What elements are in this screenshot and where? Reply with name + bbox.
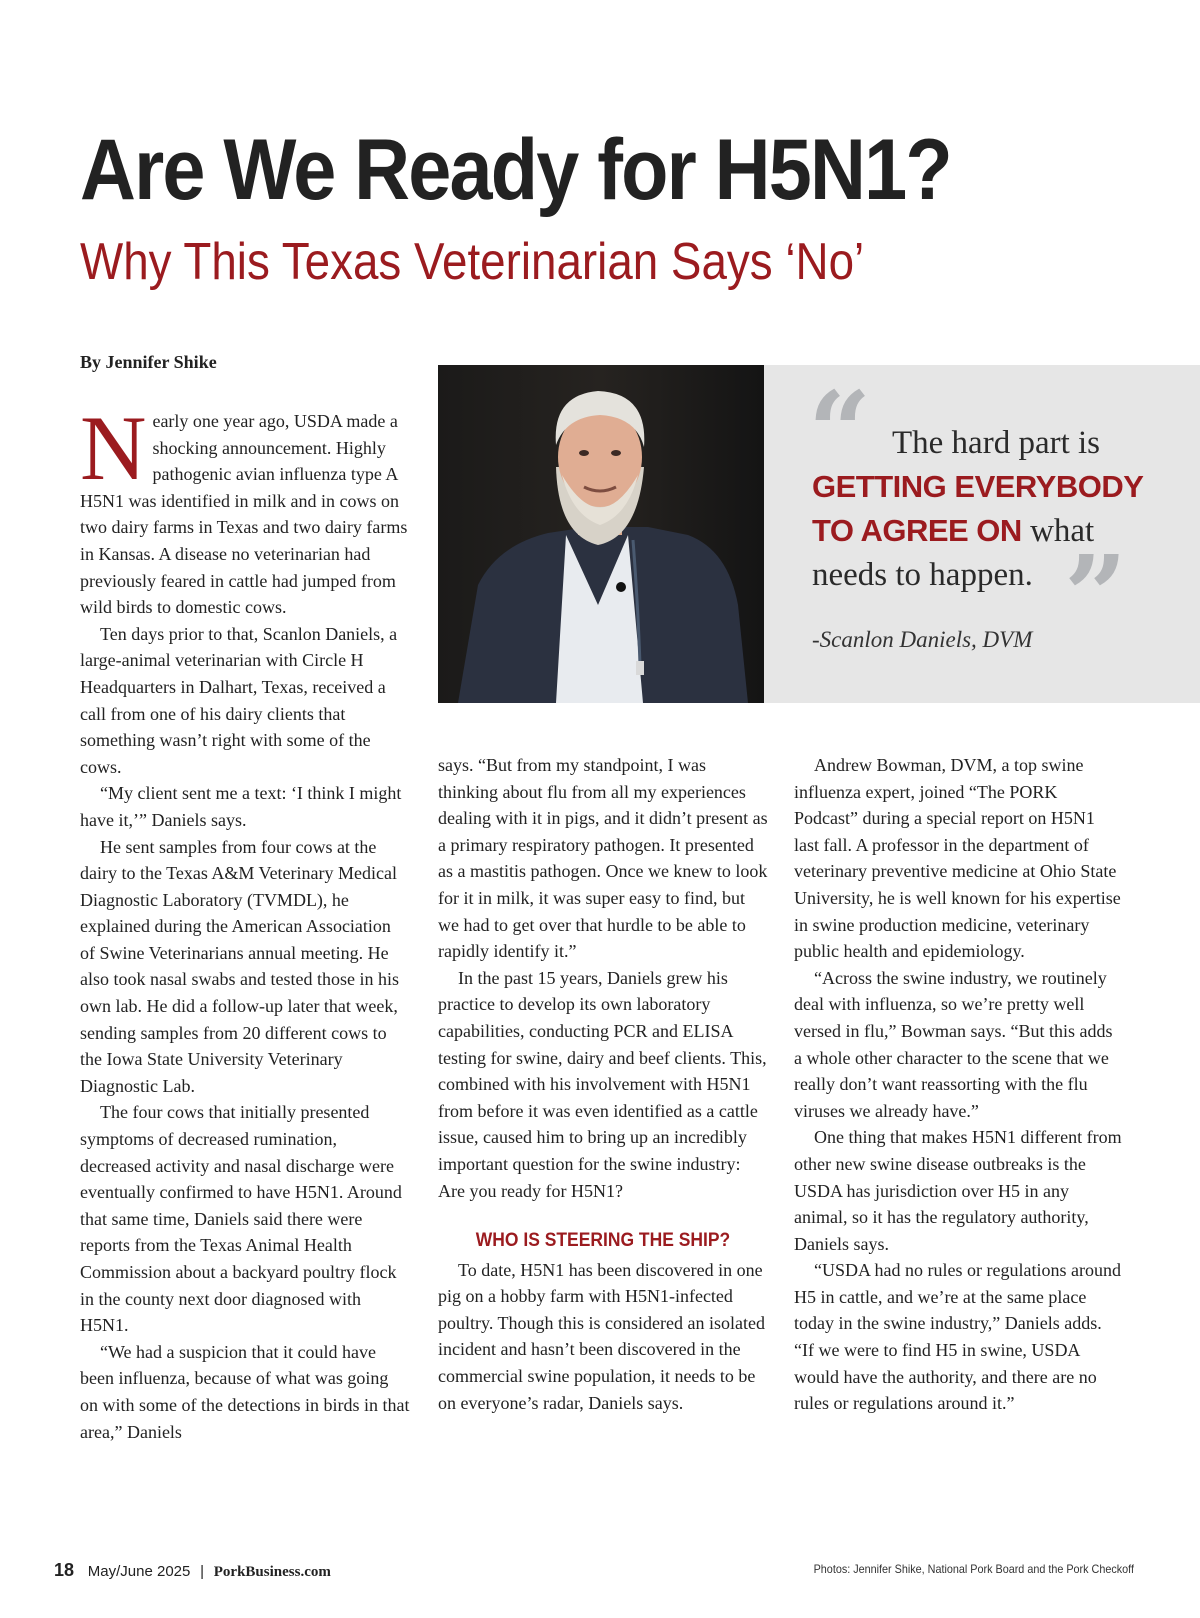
paragraph: One thing that makes H5N1 different from other new swine disease outbreaks is the USDA has jurisdiction over H5 in any animal, so it has the regulatory authority, Daniels says.: [794, 1127, 1122, 1254]
site-link[interactable]: PorkBusiness.com: [213, 1564, 331, 1580]
paragraph: “My client sent me a text: ‘I think I might have it,’” Daniels says.: [80, 783, 402, 830]
veterinarian-photo: [438, 365, 764, 703]
pull-quote-end: what needs to happen.: [812, 513, 1095, 593]
article-subtitle: Why This Texas Veterinarian Says ‘No’: [80, 233, 865, 291]
paragraph: Ten days prior to that, Scanlon Daniels, a large-animal veterinarian with Circle H Headquarters in Dalhart, Texas, received a call from one of his dairy clients that something wasn’t right with some of the cows.: [80, 623, 398, 777]
drop-cap: N: [80, 397, 147, 499]
close-quote-icon: ”: [1064, 531, 1128, 660]
paragraph: “USDA had no rules or regulations around H5 in cattle, and we’re at the same place today in the swine industry,” Daniels adds. “If we were to find H5 in swine, USDA would have the authority, and there are no rules or regulations around it.”: [794, 1260, 1121, 1414]
open-quote-icon: “: [808, 367, 872, 496]
section-heading: WHO IS STEERING THE SHIP?: [475, 1230, 731, 1252]
article-title: Are We Ready for H5N1?: [80, 122, 951, 218]
pull-quote-attribution: -Scanlon Daniels, DVM: [812, 627, 1033, 652]
page-footer: [54, 1560, 331, 1581]
paragraph: To date, H5N1 has been discovered in one pig on a hobby farm with H5N1-infected poultry. Though this is considered an isolated incident and hasn’t been discovered in the commercial swine population, it needs to be on everyone’s radar, Daniels says.: [438, 1259, 765, 1413]
issue-date: May/June 2025: [87, 1563, 191, 1580]
byline: By Jennifer Shike: [80, 352, 217, 372]
paragraph: Andrew Bowman, DVM, a top swine influenza expert, joined “The PORK Podcast” during a special report on H5N1 last fall. A professor in the department of veterinary preventive medicine at Ohio State University, he is well known for his expertise in swine production medicine, veterinary public health and epidemiology.: [794, 755, 1121, 962]
article-column-1: [80, 397, 410, 1445]
footer-separator: |: [200, 1563, 205, 1580]
pull-quote-lead: The hard part is: [892, 425, 1101, 461]
pull-quote: [764, 365, 1200, 703]
paragraph: In the past 15 years, Daniels grew his practice to develop its own laboratory capabilities, conducting PCR and ELISA testing for swine, dairy and beef clients. This, combined with his involvement with H5N1 from before it was even identified as a cattle issue, caused him to bring up an incredibly important question for the swine industry: Are you ready for H5N1?: [438, 967, 767, 1201]
photo-credit: Photos: Jennifer Shike, National Pork Board and the Pork Checkoff: [813, 1562, 1134, 1576]
paragraph: “Across the swine industry, we routinely deal with influenza, so we’re pretty well versed in flu,” Bowman says. “But this adds a whole other character to the scene that we really don’t want reassorting with the flu viruses we already have.”: [794, 967, 1113, 1121]
paragraph: says. “But from my standpoint, I was thinking about flu from all my experiences dealing with it in pigs, and it didn’t present as a primary respiratory pathogen. It presented as a mastitis pathogen. Once we knew to look for it in milk, it was super easy to find, but we had to get over that hurdle to be able to rapidly identify it.”: [438, 755, 768, 962]
paragraph: “We had a suspicion that it could have been influenza, because of what was going on with some of the detections in birds in that area,” Daniels: [80, 1341, 410, 1442]
pull-quote-highlight: GETTING EVERYBODY TO AGREE ON: [812, 469, 1143, 548]
paragraph: The four cows that initially presented symptoms of decreased rumination, decreased activity and nasal discharge were eventually confirmed to have H5N1. Around that same time, Daniels said there were reports from the Texas Animal Health Commission about a backyard poultry flock in the county next door diagnosed with H5N1.: [80, 1102, 402, 1336]
article-column-3: [794, 752, 1124, 1417]
paragraph-text: early one year ago, USDA made a shocking announcement. Highly pathogenic avian influenza type A H5N1 was identified in milk and in cows on two dairy farms in Texas and two dairy farms in Kansas. A disease no veterinarian had previously feared in cattle had jumped from wild birds to domestic cows.: [80, 411, 408, 618]
page-number: 18: [54, 1560, 75, 1580]
paragraph: [80, 397, 410, 621]
article-column-2: [438, 752, 768, 1416]
paragraph: He sent samples from four cows at the dairy to the Texas A&M Veterinary Medical Diagnostic Laboratory (TVMDL), he explained during the American Association of Swine Veterinarians annual meeting. He also took nasal swabs and tested those in his own lab. He did a follow-up later that week, sending samples from 20 different cows to the Iowa State University Veterinary Diagnostic Lab.: [80, 836, 399, 1096]
